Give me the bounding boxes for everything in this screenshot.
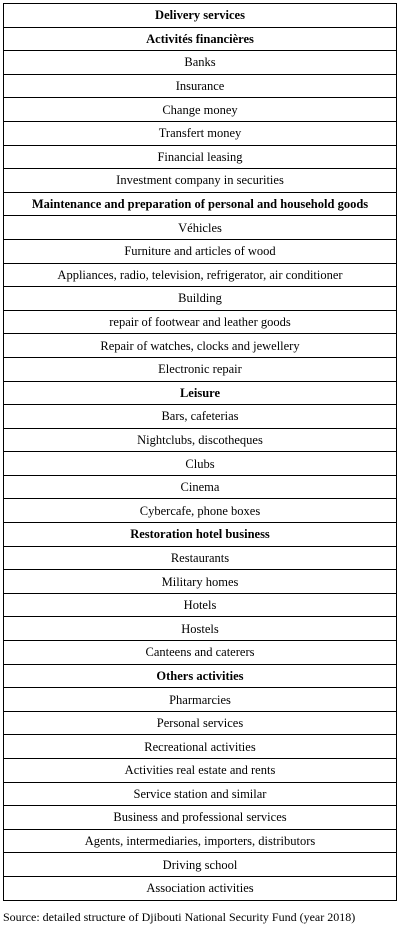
table-row [4, 239, 397, 263]
activity-cell: Electronic repair [4, 357, 397, 381]
source-caption: Source: detailed structure of Djibouti National Security Fund (year 2018) [3, 910, 356, 924]
table-row [4, 759, 397, 783]
activity-cell: Transfert money [4, 121, 397, 145]
activity-cell: Insurance [4, 74, 397, 98]
table-row [4, 51, 397, 75]
category-row [4, 523, 397, 547]
category-title-cell: Leisure [4, 381, 397, 405]
activity-cell: Recreational activities [4, 735, 397, 759]
activity-cell: Personal services [4, 711, 397, 735]
category-title-cell: Activités financières [4, 27, 397, 51]
category-row [4, 192, 397, 216]
activity-cell: Repair of watches, clocks and jewellery [4, 334, 397, 358]
table-row [4, 641, 397, 665]
table-row [4, 806, 397, 830]
table-row [4, 688, 397, 712]
activity-cell: Cybercafe, phone boxes [4, 499, 397, 523]
table-row [4, 853, 397, 877]
table-row [4, 617, 397, 641]
activity-cell: Service station and similar [4, 782, 397, 806]
activity-cell: Financial leasing [4, 145, 397, 169]
table-row [4, 334, 397, 358]
activity-cell: Restaurants [4, 546, 397, 570]
category-title-cell: Maintenance and preparation of personal and household goods [4, 192, 397, 216]
table-row [4, 570, 397, 594]
activity-cell: Activities real estate and rents [4, 759, 397, 783]
table-row [4, 876, 397, 900]
table-row [4, 475, 397, 499]
activity-cell: Nightclubs, discotheques [4, 428, 397, 452]
activity-cell: Military homes [4, 570, 397, 594]
table-row [4, 428, 397, 452]
category-row [4, 664, 397, 688]
activity-cell: Canteens and caterers [4, 641, 397, 665]
activity-cell: Appliances, radio, television, refrigerator, air conditioner [4, 263, 397, 287]
activity-cell: Business and professional services [4, 806, 397, 830]
table-row [4, 405, 397, 429]
table-row [4, 121, 397, 145]
activity-cell: Hostels [4, 617, 397, 641]
table-row [4, 287, 397, 311]
table-body [4, 4, 397, 901]
activity-cell: Clubs [4, 452, 397, 476]
table-row [4, 546, 397, 570]
table-row [4, 829, 397, 853]
activity-cell: Investment company in securities [4, 169, 397, 193]
activity-cell: Pharmarcies [4, 688, 397, 712]
table-row [4, 169, 397, 193]
table-row [4, 263, 397, 287]
table-row [4, 216, 397, 240]
table-row [4, 98, 397, 122]
category-row [4, 27, 397, 51]
activity-cell: Véhicles [4, 216, 397, 240]
activity-cell: Cinema [4, 475, 397, 499]
table-row [4, 711, 397, 735]
activity-cell: repair of footwear and leather goods [4, 310, 397, 334]
table-row [4, 452, 397, 476]
activity-cell: Bars, cafeterias [4, 405, 397, 429]
table-row [4, 499, 397, 523]
activity-cell: Building [4, 287, 397, 311]
table-row [4, 74, 397, 98]
table-header-cell: Delivery services [4, 4, 397, 28]
activity-cell: Banks [4, 51, 397, 75]
services-table-container [3, 3, 397, 901]
activity-cell: Agents, intermediaries, importers, distributors [4, 829, 397, 853]
activity-cell: Association activities [4, 876, 397, 900]
table-row [4, 357, 397, 381]
category-row [4, 381, 397, 405]
table-row [4, 310, 397, 334]
activity-cell: Hotels [4, 593, 397, 617]
table-row [4, 145, 397, 169]
activity-cell: Driving school [4, 853, 397, 877]
table-row [4, 782, 397, 806]
table-header-row [4, 4, 397, 28]
activity-cell: Change money [4, 98, 397, 122]
category-title-cell: Restoration hotel business [4, 523, 397, 547]
delivery-services-table [3, 3, 397, 901]
table-row [4, 735, 397, 759]
table-row [4, 593, 397, 617]
activity-cell: Furniture and articles of wood [4, 239, 397, 263]
category-title-cell: Others activities [4, 664, 397, 688]
